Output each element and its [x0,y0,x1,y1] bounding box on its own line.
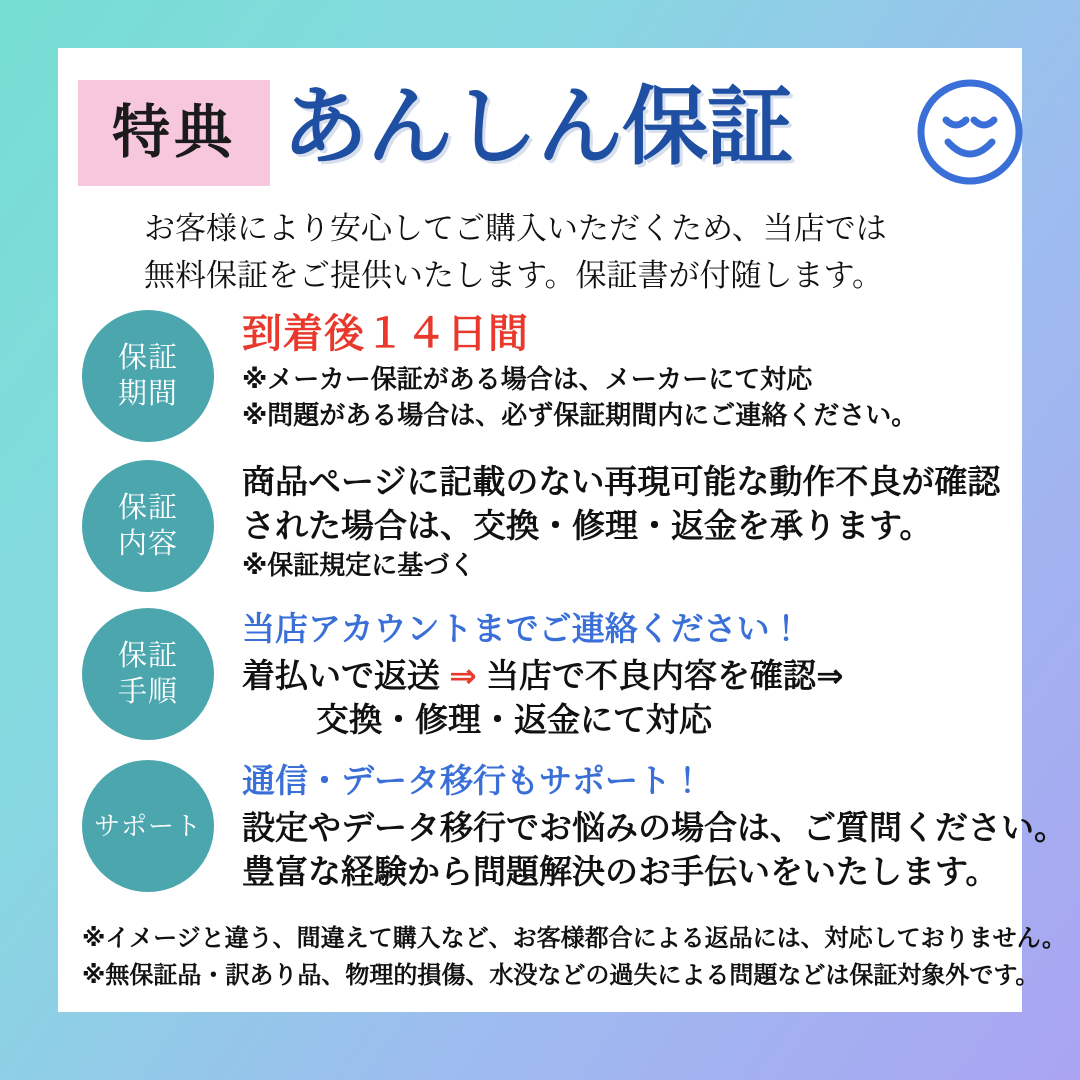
section-body-support [242,760,1067,894]
section-label-warranty-content [82,460,214,592]
footer-note-2: ※無保証品・訳あり品、物理的損傷、水没などの過失による問題などは保証対象外です。 [82,962,1040,990]
arrow-right-icon: ⇒ [449,656,477,694]
section-label-line-1: 保証 [117,639,178,672]
intro-line-2: 無料保証をご提供いたします。保証書が付随します。 [144,257,884,293]
warranty-period-heading: 到着後１４日間 [242,312,529,356]
section-label-warranty-procedure [82,608,214,740]
section-label-line-2: 期間 [117,378,178,410]
section-label-line-1: 保証 [117,341,178,374]
section-label-line-1: 保証 [117,491,178,524]
guarantee-card [58,48,1067,1012]
benefit-badge-label: 特典 [111,100,236,165]
section-label-warranty-period [82,310,214,442]
warranty-period-note-2: ※問題がある場合は、必ず保証期間内にご連絡ください。 [242,399,918,430]
warranty-procedure-heading: 当店アカウントまでご連絡ください！ [242,610,803,647]
warranty-content-line-2: された場合は、交換・修理・返金を承ります。 [242,506,933,544]
intro-text [144,206,1004,299]
section-body-warranty-period [242,310,1002,434]
support-line-1: 設定やデータ移行でお悩みの場合は、ご質問ください。 [242,808,1067,846]
support-line-2: 豊富な経験から問題解決のお手伝いをいたします。 [242,852,999,890]
section-label-line-2: 手順 [117,676,178,708]
footer-notes [82,920,1067,994]
warranty-procedure-step-row [242,654,1002,698]
warranty-content-note: ※保証規定に基づく [242,549,476,580]
section-body-warranty-procedure [242,608,1002,742]
smiley-face-icon [916,78,1024,186]
section-label-support [82,760,214,892]
section-label-line-2: 内容 [117,528,178,560]
procedure-step-left: 着払いで返送 [242,656,440,694]
section-body-warranty-content [242,460,1002,584]
warranty-procedure-step-last: 交換・修理・返金にて対応 [316,700,712,738]
section-label-line-1: サポート [93,810,202,841]
warranty-content-line-1: 商品ページに記載のない再現可能な動作不良が確認 [242,463,1001,500]
card-header [78,70,1002,190]
warranty-period-note-1: ※メーカー保証がある場合は、メーカーにて対応 [242,364,813,394]
footer-note-1: ※イメージと違う、間違えて購入など、お客様都合による返品には、対応しておりません。 [82,925,1067,952]
page-title: あんしん保証 [282,79,792,175]
support-heading: 通信・データ移行もサポート！ [242,762,704,799]
intro-line-1: お客様により安心してご購入いただくため、当店では [144,211,887,246]
benefit-badge [78,80,270,186]
procedure-step-right: 当店で不良内容を確認⇒ [486,656,844,694]
